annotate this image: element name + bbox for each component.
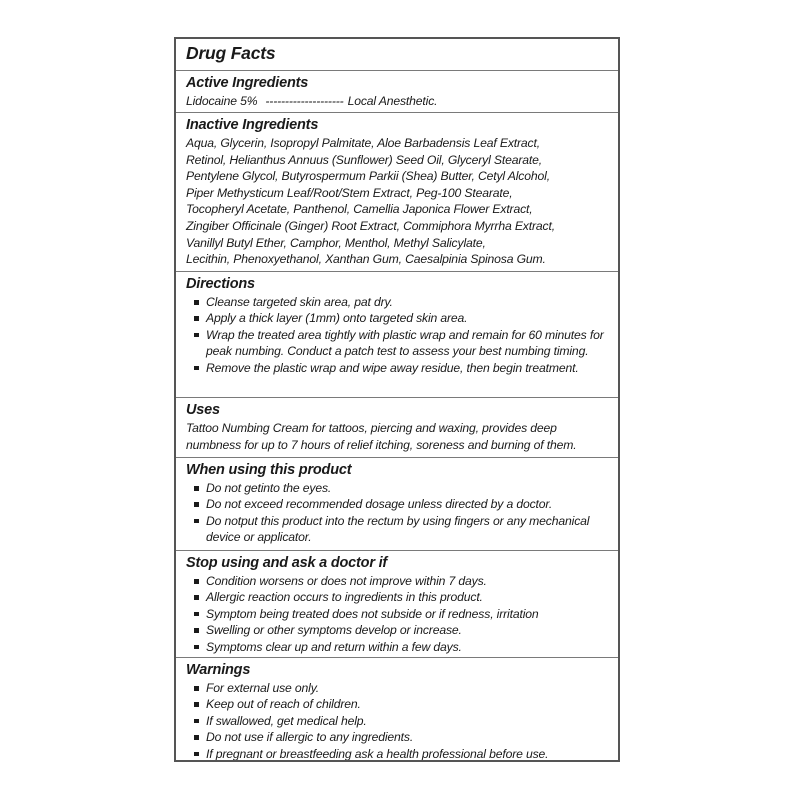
stop-using-heading: Stop using and ask a doctor if — [186, 555, 388, 571]
directions-item — [198, 310, 608, 326]
active-ingredients-heading: Active Ingredients — [186, 75, 309, 91]
uses-text: Tattoo Numbing Cream for tattoos, piercing and waxing, provides deep numbness for up to 7 hours of relief itching, soreness and burning of them. — [186, 421, 577, 452]
bullet-icon — [194, 502, 199, 507]
directions-item — [198, 360, 608, 376]
inactive-ingredients-line: Vanillyl Butyl Ether, Camphor, Menthol, Methyl Salicylate, — [186, 235, 486, 250]
stop-using-item — [198, 573, 608, 589]
bullet-icon — [194, 300, 199, 305]
when-using-item-text: Do not getinto the eyes. — [206, 481, 332, 495]
directions-list — [186, 294, 608, 376]
stop-using-item — [198, 606, 608, 622]
inactive-ingredients-section — [176, 113, 618, 272]
bullet-icon — [194, 686, 199, 691]
warnings-item-text: Do not use if allergic to any ingredients. — [206, 730, 414, 745]
warnings-item — [198, 680, 608, 696]
active-ingredient-name: Lidocaine 5% — [186, 94, 258, 108]
directions-item-text: Remove the plastic wrap and wipe away residue, then begin treatment. — [206, 360, 579, 375]
warnings-item — [198, 746, 608, 762]
drug-facts-title-bar — [176, 39, 618, 71]
when-using-item — [198, 480, 608, 496]
directions-item-text: Cleanse targeted skin area, pat dry. — [206, 295, 393, 309]
stop-using-item-text: Swelling or other symptoms develop or increase. — [206, 623, 462, 638]
directions-section — [176, 272, 618, 398]
inactive-ingredients-list — [186, 135, 608, 268]
directions-item — [198, 294, 608, 310]
warnings-section — [176, 658, 618, 762]
warnings-heading: Warnings — [186, 662, 251, 678]
when-using-item — [198, 513, 608, 546]
bullet-icon — [194, 579, 199, 584]
stop-using-item-text: Condition worsens or does not improve within 7 days. — [206, 574, 487, 588]
when-using-heading: When using this product — [186, 462, 352, 478]
warnings-item — [198, 696, 608, 712]
inactive-ingredients-line: Lecithin, Phenoxyethanol, Xanthan Gum, Caesalpinia Spinosa Gum. — [186, 252, 546, 267]
stop-using-item — [198, 589, 608, 605]
bullet-icon — [194, 519, 199, 524]
stop-using-item-text: Symptom being treated does not subside or if redness, irritation — [206, 606, 539, 621]
inactive-ingredients-line: Aqua, Glycerin, Isopropyl Palmitate, Aloe Barbadensis Leaf Extract, — [186, 136, 540, 150]
stop-using-list — [186, 573, 608, 655]
warnings-item-text: If swallowed, get medical help. — [206, 713, 367, 728]
active-ingredients-section — [176, 71, 618, 113]
active-ingredient-row — [186, 93, 608, 110]
bullet-icon — [194, 735, 199, 740]
directions-item-text: Wrap the treated area tightly with plastic wrap and remain for 60 minutes for peak numbing. Conduct a patch test to assess your best numbing timing. — [206, 327, 604, 359]
active-ingredient-purpose: Local Anesthetic. — [347, 94, 438, 108]
when-using-section — [176, 458, 618, 551]
stop-using-item-text: Allergic reaction occurs to ingredients in this product. — [206, 590, 483, 605]
warnings-item — [198, 729, 608, 745]
directions-item — [198, 327, 608, 360]
inactive-ingredients-line: Piper Methysticum Leaf/Root/Stem Extract, Peg-100 Stearate, — [186, 185, 513, 200]
inactive-ingredients-line: Retinol, Helianthus Annuus (Sunflower) Seed Oil, Glyceryl Stearate, — [186, 152, 542, 167]
drug-facts-panel — [174, 37, 620, 762]
warnings-item-text: If pregnant or breastfeeding ask a health professional before use. — [206, 746, 549, 761]
bullet-icon — [194, 719, 199, 724]
when-using-item — [198, 496, 608, 512]
uses-heading: Uses — [186, 402, 220, 418]
bullet-icon — [194, 752, 199, 757]
active-ingredient-dashes: -------------------- — [265, 94, 344, 108]
stop-using-item — [198, 639, 608, 655]
bullet-icon — [194, 486, 199, 491]
stop-using-item — [198, 622, 608, 638]
inactive-ingredients-line: Pentylene Glycol, Butyrospermum Parkii (Shea) Butter, Cetyl Alcohol, — [186, 169, 550, 184]
inactive-ingredients-line: Zingiber Officinale (Ginger) Root Extract, Commiphora Myrrha Extract, — [186, 218, 555, 233]
bullet-icon — [194, 645, 199, 650]
stop-using-item-text: Symptoms clear up and return within a few days. — [206, 639, 462, 654]
directions-heading: Directions — [186, 276, 255, 292]
inactive-ingredients-heading: Inactive Ingredients — [186, 117, 319, 133]
warnings-list — [186, 680, 608, 762]
bullet-icon — [194, 333, 199, 338]
bullet-icon — [194, 595, 199, 600]
warnings-item-text: For external use only. — [206, 681, 319, 695]
drug-facts-title: Drug Facts — [186, 43, 276, 63]
when-using-list — [186, 480, 608, 546]
bullet-icon — [194, 316, 199, 321]
bullet-icon — [194, 702, 199, 707]
directions-item-text: Apply a thick layer (1mm) onto targeted skin area. — [206, 311, 468, 326]
bullet-icon — [194, 628, 199, 633]
inactive-ingredients-line: Tocopheryl Acetate, Panthenol, Camellia Japonica Flower Extract, — [186, 202, 533, 217]
stop-using-section — [176, 551, 618, 658]
when-using-item-text: Do not exceed recommended dosage unless directed by a doctor. — [206, 497, 553, 512]
uses-section — [176, 398, 618, 458]
bullet-icon — [194, 366, 199, 371]
warnings-item — [198, 713, 608, 729]
bullet-icon — [194, 612, 199, 617]
when-using-item-text: Do notput this product into the rectum by using fingers or any mechanical device or applicator. — [206, 513, 590, 545]
warnings-item-text: Keep out of reach of children. — [206, 697, 361, 712]
